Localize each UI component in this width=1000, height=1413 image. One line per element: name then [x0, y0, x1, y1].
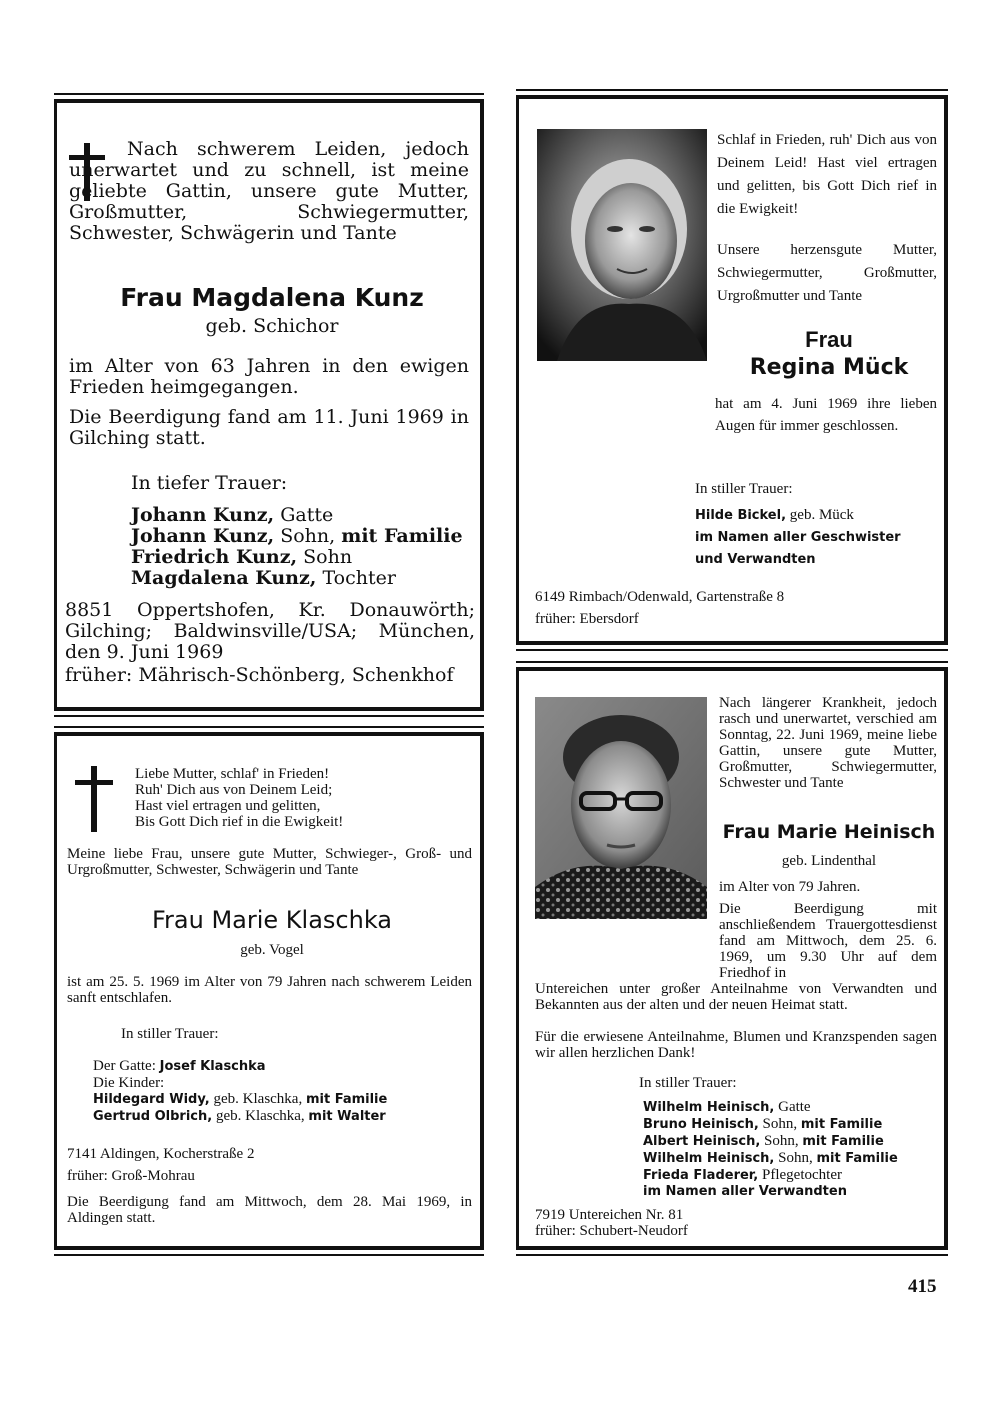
mourners-list	[131, 505, 481, 589]
deceased-name: Frau Magdalena Kunz	[120, 283, 424, 312]
formerly: früher: Schubert-Neudorf	[535, 1223, 688, 1239]
obituary-magdalena-kunz	[54, 99, 484, 711]
mourners-list	[93, 1058, 473, 1125]
obituary-marie-klaschka	[54, 732, 484, 1250]
list-item: Frieda Fladerer, Pflegetochter	[643, 1167, 842, 1183]
poem-line: Bis Gott Dich rief in die Ewigkeit!	[135, 814, 344, 830]
portrait-photo	[537, 129, 707, 361]
list-item: Johann Kunz, Sohn, mit Familie	[131, 525, 463, 547]
mourning-heading: In stiller Trauer:	[695, 481, 793, 497]
deceased-name-line2: Regina Mück	[749, 355, 909, 380]
list-item: Friedrich Kunz, Sohn	[131, 546, 353, 568]
list-item: Johann Kunz, Gatte	[131, 504, 334, 526]
address: 7141 Aldingen, Kocherstraße 2	[67, 1146, 255, 1162]
deceased-name: Frau Marie Klaschka	[151, 906, 393, 934]
mourning-heading: In tiefer Trauer:	[131, 472, 288, 494]
list-item: Gertrud Olbrich, geb. Klaschka, mit Walter	[93, 1108, 386, 1124]
list-item: Bruno Heinisch, Sohn, mit Familie	[643, 1116, 883, 1132]
thanks-text: Für die erwiesene Anteilnahme, Blumen und Kranzspenden sagen wir allen herzlichen Dank!	[535, 1029, 937, 1061]
intro-text: Nach schwerem Leiden, jedoch unerwartet und zu schnell, ist meine geliebte Gattin, unsere gute Mutter, Großmutter, Schwiegermutter, Schwester, Schwägerin und Tante	[69, 138, 469, 244]
page-number: 415	[908, 1276, 937, 1297]
mourning-heading: In stiller Trauer:	[121, 1026, 219, 1042]
poem-line: Liebe Mutter, schlaf' in Frieden!	[135, 766, 330, 782]
birth-name: geb. Vogel	[240, 942, 304, 958]
obituary-regina-mueck	[516, 95, 948, 645]
list-item: Magdalena Kunz, Tochter	[131, 567, 396, 589]
mourners-list	[643, 1099, 943, 1200]
list-item: und Verwandten	[695, 552, 816, 567]
list-item: Hildegard Widy, geb. Klaschka, mit Familie	[93, 1091, 388, 1107]
obituary-marie-heinisch	[516, 667, 948, 1250]
list-item: im Namen aller Geschwister	[695, 530, 901, 545]
cross-icon	[75, 766, 113, 832]
address: 8851 Oppertshofen, Kr. Donauwörth; Gilching; Baldwinsville/USA; München, den 9. Juni 1969	[65, 599, 475, 663]
deceased-name: Frau Marie Heinisch	[722, 821, 936, 843]
age-text: im Alter von 79 Jahren.	[719, 879, 861, 895]
intro-text: Meine liebe Frau, unsere gute Mutter, Schwieger-, Groß- und Urgroßmutter, Schwester, Schwägerin und Tante	[67, 846, 472, 878]
portrait-image	[537, 129, 707, 361]
death-text: hat am 4. Juni 1969 ihre lieben Augen für immer geschlossen.	[715, 396, 937, 434]
formerly: früher: Groß-Mohrau	[67, 1168, 195, 1184]
birth-name: geb. Schichor	[205, 315, 339, 337]
list-item: Der Gatte: Josef Klaschka	[93, 1058, 266, 1074]
formerly: früher: Mährisch-Schönberg, Schenkhof	[65, 664, 454, 686]
list-item: Wilhelm Heinisch, Sohn, mit Familie	[643, 1150, 898, 1166]
poem-line: Ruh' Dich aus von Deinem Leid;	[135, 782, 333, 798]
birth-name: geb. Lindenthal	[781, 853, 877, 869]
funeral-text: Die Beerdigung fand am 11. Juni 1969 in Gilching statt.	[69, 406, 469, 449]
poem	[135, 766, 475, 830]
funeral-text-b: Untereichen unter großer Anteilnahme von Verwandten und Bekannten aus der alten und der neuen Heimat statt.	[535, 981, 937, 1013]
poem: Schlaf in Frieden, ruh' Dich aus von Deinem Leid! Hast viel ertragen und gelitten, bis Gott Dich rief in die Ewigkeit!	[717, 132, 937, 217]
address: 7919 Untereichen Nr. 81	[535, 1207, 684, 1223]
list-item: Die Kinder:	[93, 1075, 165, 1091]
list-item: Hilde Bickel, geb. Mück	[695, 507, 854, 523]
list-item: Albert Heinisch, Sohn, mit Familie	[643, 1133, 884, 1149]
list-item: im Namen aller Verwandten	[643, 1184, 847, 1199]
mourning-heading: In stiller Trauer:	[639, 1075, 737, 1091]
address: 6149 Rimbach/Odenwald, Gartenstraße 8	[535, 589, 785, 605]
intro-text: Unsere herzensgute Mutter, Schwiegermutter, Großmutter, Urgroßmutter und Tante	[717, 242, 937, 304]
mourners-list	[695, 503, 945, 571]
death-text: im Alter von 63 Jahren in den ewigen Frieden heimgegangen.	[69, 355, 469, 398]
funeral-text-a: Die Beerdigung mit anschließendem Trauergottesdienst fand am Mittwoch, dem 25. 6. 1969, um 9.30 Uhr auf dem Friedhof in	[719, 901, 937, 981]
intro-text: Nach längerer Krankheit, jedoch rasch und unerwartet, verschied am Sonntag, 22. Juni 1969, meine liebe Gattin, unsere gute Mutter, Großmutter, Schwiegermutter, Schwester und Tante	[719, 695, 937, 791]
portrait-image	[535, 697, 707, 919]
death-text: ist am 25. 5. 1969 im Alter von 79 Jahren nach schwerem Leiden sanft entschlafen.	[67, 974, 472, 1006]
list-item: Wilhelm Heinisch, Gatte	[643, 1099, 811, 1115]
funeral-text: Die Beerdigung fand am Mittwoch, dem 28. Mai 1969, in Aldingen statt.	[67, 1194, 472, 1226]
formerly: früher: Ebersdorf	[535, 611, 639, 627]
portrait-photo	[535, 697, 707, 919]
poem-line: Hast viel ertragen und gelitten,	[135, 798, 321, 814]
deceased-name-line1: Frau	[805, 327, 853, 352]
